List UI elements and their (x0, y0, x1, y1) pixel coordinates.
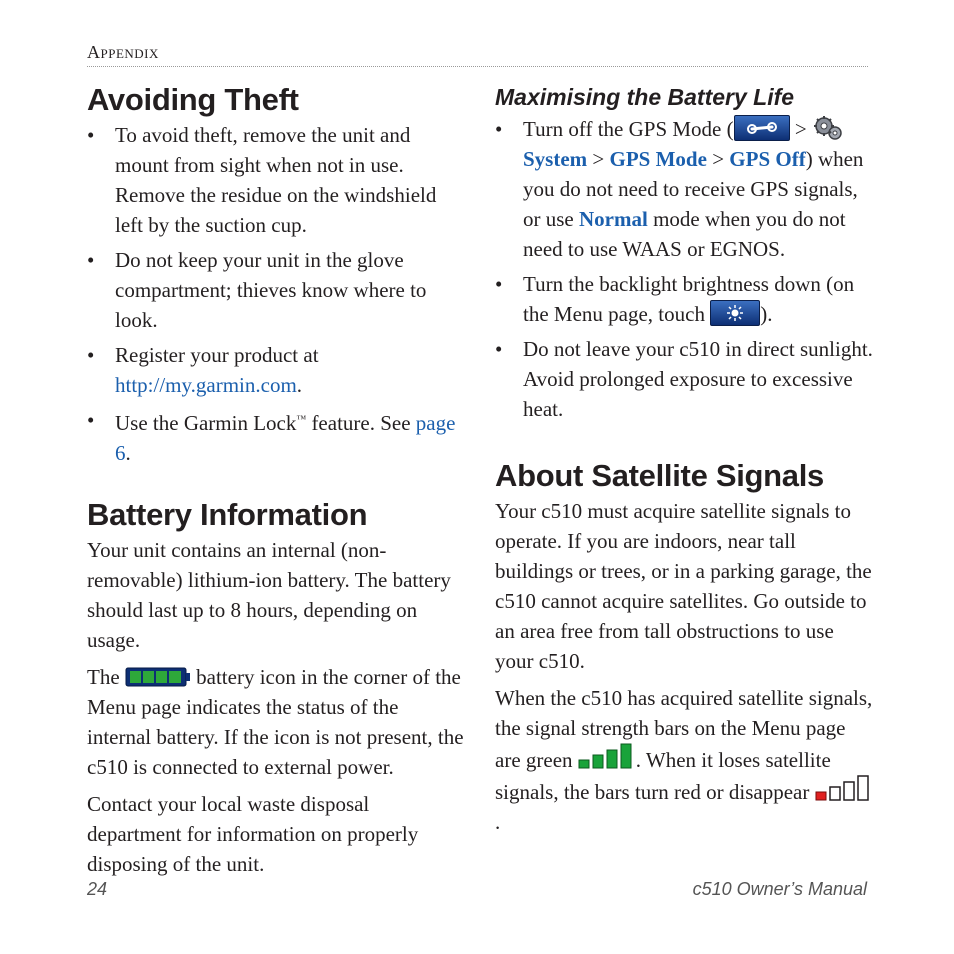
page-number: 24 (87, 879, 108, 899)
about-satellite-heading: About Satellite Signals (495, 458, 824, 493)
battery-paragraph-2: The battery icon in the corner of the Menu page indicates the status of the internal battery. If the icon is not present, the c510 is connected to external power. (87, 665, 464, 779)
settings-gear-icon (812, 114, 844, 142)
list-item: • Do not leave your c510 in direct sunlight. Avoid prolonged exposure to excessive heat. (495, 337, 873, 421)
list-item: • Do not keep your unit in the glove compartment; thieves know where to look. (87, 248, 427, 332)
list-item: • To avoid theft, remove the unit and mount from sight when not in use. Remove the residue on the windshield left by the suction cup. (87, 123, 437, 237)
system-menu-link[interactable]: System (523, 147, 588, 171)
satellite-paragraph-2: When the c510 has acquired satellite signals, the signal strength bars on the Menu page are green . When it loses satellite signals, the bars turn red or disappear . (495, 686, 873, 834)
brightness-button-icon (710, 300, 760, 326)
gps-off-option[interactable]: GPS Off (729, 147, 806, 171)
battery-paragraph-3: Contact your local waste disposal department for information on properly disposing of the unit. (87, 792, 419, 876)
avoiding-theft-list (87, 120, 467, 468)
left-column (87, 80, 467, 886)
manual-title: c510 Owner’s Manual (692, 879, 867, 899)
avoiding-theft-heading: Avoiding Theft (87, 82, 299, 117)
normal-option[interactable]: Normal (579, 207, 648, 231)
header-rule (87, 66, 868, 67)
list-item: • Turn off the GPS Mode ( > System > GPS Mode > GPS Off) when you do not need to receive GPS signals, or use Normal mode when you do not need to use WAAS or EGNOS. (495, 114, 875, 264)
trademark-mark: ™ (296, 414, 307, 425)
signal-bars-red-icon (815, 775, 873, 801)
battery-information-heading: Battery Information (87, 497, 368, 532)
satellite-paragraph-1: Your c510 must acquire satellite signals to operate. If you are indoors, near tall buildings or trees, or in a parking garage, the c510 cannot acquire satellites. Go outside to an area free from tall obstructions to use your c510. (495, 499, 872, 673)
tools-button-icon (734, 115, 790, 141)
right-column (495, 80, 875, 844)
page-6-link[interactable]: page 6 (115, 411, 456, 465)
list-item: • Use the Garmin Lock™ feature. See page 6. (87, 408, 456, 465)
signal-bars-green-icon (578, 743, 636, 769)
header-rest: PPENDIX (100, 46, 159, 61)
gps-mode-menu-link[interactable]: GPS Mode (609, 147, 707, 171)
battery-icon (125, 667, 191, 687)
header-first-letter: A (87, 42, 101, 62)
battery-paragraph-1: Your unit contains an internal (non-removable) lithium-ion battery. The battery should last up to 8 hours, depending on usage. (87, 538, 451, 652)
battery-tips-list (495, 114, 875, 424)
running-header (87, 42, 159, 63)
list-item: • Turn the backlight brightness down (on the Menu page, touch ). (495, 272, 855, 326)
maximising-battery-heading: Maximising the Battery Life (495, 84, 795, 110)
garmin-link[interactable]: http://my.garmin.com (115, 373, 297, 397)
list-item: • Register your product at http://my.garmin.com. (87, 343, 319, 397)
